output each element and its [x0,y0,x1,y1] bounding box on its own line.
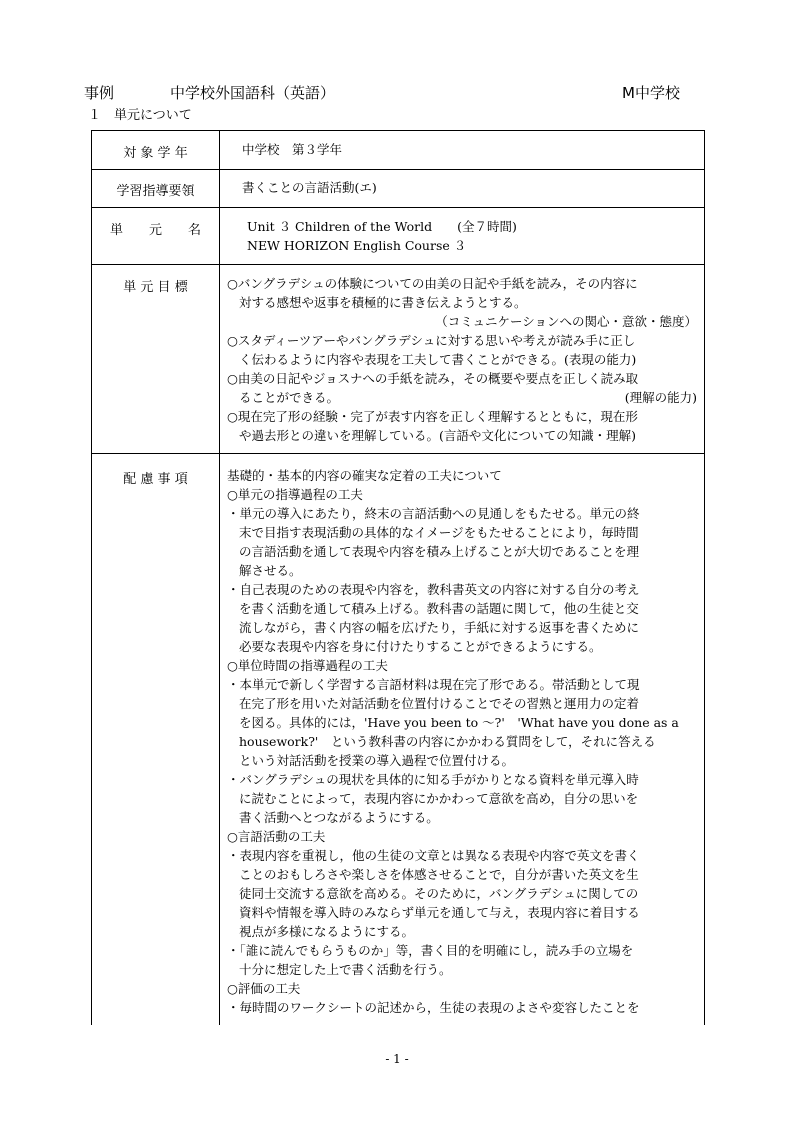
row-divider [92,453,704,454]
label-unit-name: 単 元 名 [109,223,201,238]
note-line: ・本単元で新しく学習する言語材料は現在完了形である。帯活動として現 [227,677,640,692]
goal-line: ることができる。 [239,390,340,405]
content-line: 書くことの言語活動(エ) [242,180,377,195]
row-divider [92,264,704,265]
note-line: ○単元の指導過程の工夫 [227,487,363,502]
note-line: 末で目指す表現活動の具体的なイメージをもたせることにより，毎時間 [239,525,639,540]
row-divider [92,207,704,208]
note-line: ・「誰に読んでもらうものか」等，書く目的を明確にし，読み手の立場を [227,943,634,958]
note-line: 在完了形を用いた対話活動を位置付けることでその習熟と運用力の定着 [239,696,640,711]
goal-line: ○現在完了形の経験・完了が表す内容を正しく理解するとともに，現在形 [227,409,638,424]
note-line: 流しながら，書く内容の幅を広げたり，手紙に対する返事を書くために [239,620,640,635]
label-considerations: 配 慮 事 項 [123,472,188,487]
note-line: ・毎時間のワークシートの記述から，生徒の表現のよさや変容したことを [227,1000,640,1015]
note-line: ・自己表現のための表現や内容を，教科書英文の内容に対する自分の考え [227,582,640,597]
note-line: ○単位時間の指導過程の工夫 [227,658,388,673]
note-line: ・バングラデシュの現状を具体的に知る手がかりとなる資料を単元導入時 [227,772,639,787]
value-curriculum [242,178,712,197]
note-line: ことのおもしろさや楽しさを体感させることで，自分が書いた英文を生 [239,867,639,882]
note-line: housework?' という教科書の内容にかかわる質問をして，それに答える [239,734,656,749]
case-label: 事例 [84,84,115,102]
note-line: ○言語活動の工夫 [227,829,326,844]
goal-line: ○バングラデシュの体験についての由美の日記や手紙を読み，その内容に [227,276,638,291]
label-unit-goals: 単 元 目 標 [123,280,188,295]
page-number: - 1 - [385,1052,409,1066]
note-line: に読むことによって，表現内容にかかわって意欲を高め，自分の思いを [239,791,639,806]
goal-line: や過去形との違いを理解している。(言語や文化についての知識・理解) [239,428,637,443]
document-header [84,82,680,102]
note-line: 徒同士交流する意欲を高める。そのために，バングラデシュに関しての [239,886,639,901]
note-line: を書く活動を通して積み上げる。教科書の話題に関して，他の生徒と交 [239,601,639,616]
column-divider [219,131,220,1025]
content-line: NEW HORIZON English Course ３ [247,238,467,253]
school-name: M中学校 [622,84,680,102]
note-line: を図る。具体的には，'Have you been to 〜?' 'What have you done as a [239,715,679,730]
label-target-grade: 対 象 学 年 [123,146,188,161]
note-line: 資料や情報を導入時のみならず単元を通して与え，表現内容に着目する [239,905,640,920]
subject-title: 中学校外国語科（英語） [170,84,336,102]
row-divider [92,169,704,170]
goal-line: ○スタディーツアーやバングラデシュに対する思いや考えが読み手に正し [227,333,636,348]
content-line: Unit ３ Children of the World (全７時間) [247,219,517,234]
value-unit-goals [227,274,697,445]
value-considerations [227,466,697,1017]
content-line: 中学校 第３学年 [242,142,343,157]
goal-line: 対する感想や返事を積極的に書き伝えようとする。 [239,295,527,310]
note-line: 書く活動へとつながるようにする。 [239,810,439,825]
value-unit-name [247,217,717,255]
note-line: 視点が多様になるようにする。 [239,924,415,939]
section-title: １ 単元について [88,108,192,123]
note-line: 解させる。 [239,563,302,578]
unit-table [91,130,705,1025]
label-curriculum: 学習指導要領 [116,184,195,199]
goal-line: （コミュニケーションへの関心・意欲・態度） [435,314,697,329]
note-line: ○評価の工夫 [227,981,301,996]
note-line: 十分に想定した上で書く活動を行う。 [239,962,452,977]
goal-line: く伝わるように内容や表現を工夫して書くことができる。(表現の能力) [239,352,637,367]
note-line: 基礎的・基本的内容の確実な定着の工夫について [227,468,502,483]
goal-line: ○由美の日記やジョスナへの手紙を読み，その概要や要点を正しく読み取 [227,371,639,386]
note-line: ・表現内容を重視し，他の生徒の文章とは異なる表現や内容で英文を書く [227,848,640,863]
note-line: の言語活動を通して表現や内容を積み上げることが大切であることを理 [239,544,640,559]
note-line: 必要な表現や内容を身に付けたりすることができるようにする。 [239,639,602,654]
goal-line: (理解の能力) [624,390,697,405]
value-target-grade [242,140,712,159]
note-line: ・単元の導入にあたり，終末の言語活動への見通しをもたせる。単元の終 [227,506,640,521]
note-line: という対話活動を授業の導入過程で位置付ける。 [239,753,515,768]
